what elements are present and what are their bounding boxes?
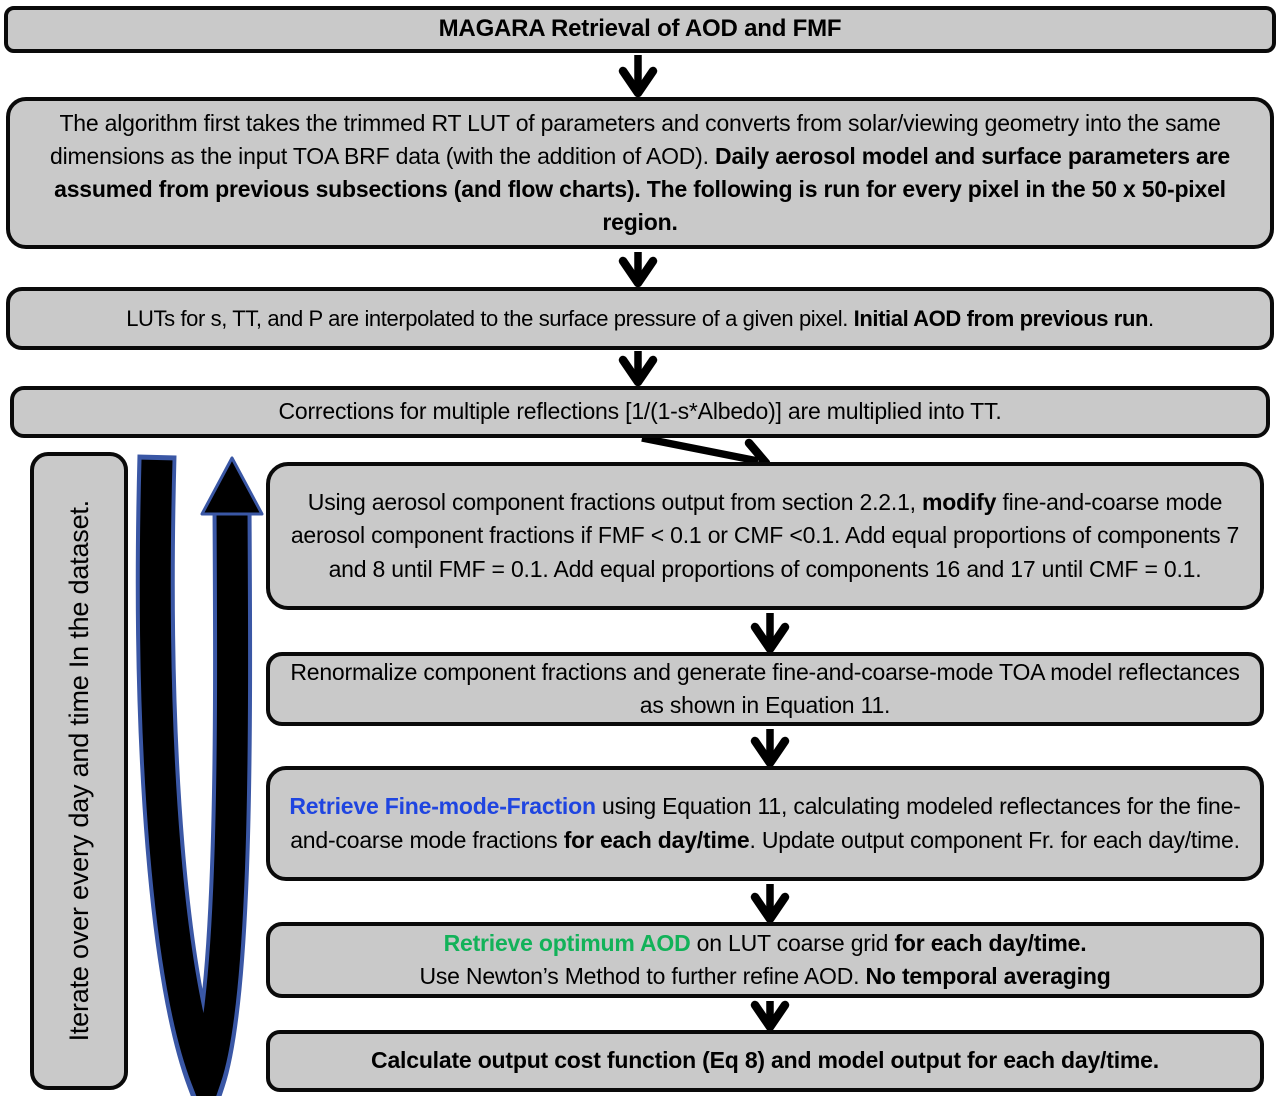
- flow-box-title: [4, 6, 1276, 53]
- iterate-label-box: [30, 452, 128, 1090]
- down-arrow-7: [755, 1001, 785, 1027]
- loop-arrow: [155, 455, 262, 1081]
- flow-box-cost-function: [266, 1030, 1264, 1092]
- flow-box-lut-interpolation-text: LUTs for s, TT, and P are interpolated to the surface pressure of a given pixel. Initial AOD from previous run.: [126, 305, 1154, 331]
- flow-box-renormalize-text: Renormalize component fractions and generate fine-and-coarse-mode TOA model reflectances as shown in Equation 11.: [290, 658, 1240, 718]
- flow-box-algorithm-overview: [6, 97, 1274, 249]
- flow-box-cost-function-text: Calculate output cost function (Eq 8) and model output for each day/time.: [371, 1047, 1159, 1074]
- down-arrow-5: [755, 729, 785, 763]
- flow-box-title-text: MAGARA Retrieval of AOD and FMF: [438, 15, 842, 43]
- iterate-label-text: Iterate over every day and time In the dataset.: [63, 500, 94, 1042]
- down-arrow-1: [623, 55, 653, 93]
- loop-arrowhead: [202, 458, 262, 514]
- down-arrow-6: [755, 884, 785, 919]
- flow-box-retrieve-aod-text: Retrieve optimum AOD on LUT coarse grid for each day/time. Use Newton’s Method to further refine AOD. No temporal averaging: [419, 929, 1111, 989]
- flow-box-multiple-reflections-text: Corrections for multiple reflections [1/(1-s*Albedo)] are multiplied into TT.: [278, 398, 1002, 425]
- down-arrow-4: [755, 613, 785, 649]
- flow-box-retrieve-fmf-text: Retrieve Fine-mode-Fraction using Equation 11, calculating modeled reflectances for the fine-and-coarse mode fractions for each day/time. Update output component Fr. for each day/time.: [289, 793, 1241, 853]
- down-arrow-3: [623, 351, 653, 382]
- flow-box-retrieve-aod: [266, 922, 1264, 998]
- flow-box-retrieve-fmf: [266, 766, 1264, 881]
- flow-box-renormalize: [266, 652, 1264, 726]
- flow-box-lut-interpolation: [6, 287, 1274, 350]
- flow-box-modify-component-fractions-text: Using aerosol component fractions output from section 2.2.1, modify fine-and-coarse mode aerosol component fractions if FMF < 0.1 or CMF <0.1. Add equal proportions of components 7 and 8 until FMF = 0.1. Add equal proportions of components 16 and 17 until CMF = 0.1.: [290, 489, 1240, 582]
- flow-box-algorithm-overview-text: The algorithm first takes the trimmed RT LUT of parameters and converts from solar/viewing geometry into the same dimensions as the input TOA BRF data (with the addition of AOD). Daily aerosol model and surface parameters are assumed from previous subsections (and flow charts). The following is run for every pixel in the 50 x 50-pixel region.: [50, 109, 1230, 236]
- flow-box-modify-component-fractions: [266, 462, 1264, 610]
- down-arrow-2: [623, 252, 653, 283]
- flow-box-multiple-reflections: [10, 386, 1270, 438]
